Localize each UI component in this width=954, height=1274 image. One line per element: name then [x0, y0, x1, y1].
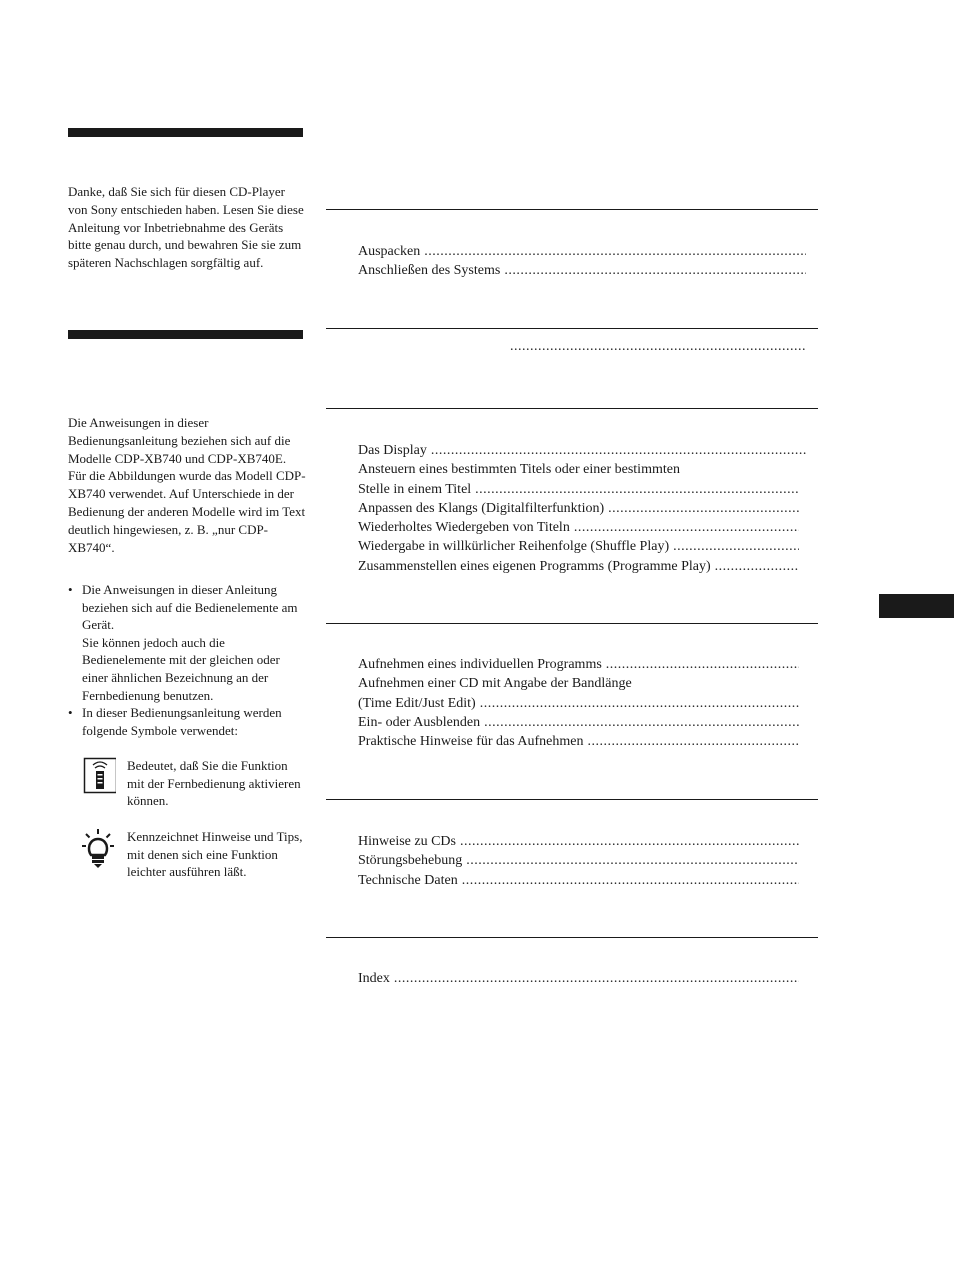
- toc-divider: [326, 799, 818, 800]
- toc-entry[interactable]: Hinweise zu CDs .....: [358, 832, 799, 851]
- toc-entry[interactable]: Praktische Hinweise für das Aufnehmen .....: [358, 732, 799, 751]
- toc-entry[interactable]: Wiederholtes Wiedergeben von Titeln .....: [358, 518, 799, 537]
- toc-entry[interactable]: Ein- oder Ausblenden .....: [358, 713, 799, 732]
- toc-entry[interactable]: Wiedergabe in willkürlicher Reihenfolge (Shuffle Play) .....: [358, 537, 799, 556]
- list-item: [68, 581, 306, 704]
- leader-dots: [420, 242, 806, 261]
- leader-dots: [584, 732, 800, 751]
- light-bulb-icon: [80, 828, 114, 875]
- leader-dots: [602, 655, 799, 674]
- section-bar-about: [68, 330, 303, 339]
- language-tab: [879, 594, 954, 618]
- toc-entry[interactable]: Das Display .....: [358, 441, 806, 460]
- symbol-tip-text: Kennzeichnet Hinweise und Tips, mit denen sich eine Funktion leichter ausführen läßt.: [127, 829, 303, 879]
- leader-dots: [471, 480, 799, 499]
- leader-dots: [427, 441, 806, 460]
- toc-divider: [326, 209, 818, 210]
- toc-section-3: [358, 441, 806, 576]
- toc-divider: [326, 623, 818, 624]
- leader-dots: [480, 713, 799, 732]
- remote-control-icon: [80, 757, 116, 800]
- list-item: [68, 704, 306, 739]
- toc-entry[interactable]: [506, 337, 806, 356]
- section-bar-top: [68, 128, 303, 137]
- leader-dots: [711, 557, 799, 576]
- toc-entry[interactable]: (Time Edit/Just Edit) .....: [358, 694, 799, 713]
- leader-dots: [570, 518, 799, 537]
- note-text-continued: Sie können jedoch auch die Bedienelemente mit der gleichen oder einer ähnlichen Bezeichnung an der Fernbedienung benutzen.: [82, 634, 280, 703]
- toc-divider: [326, 408, 818, 409]
- toc-entry[interactable]: Index .....: [358, 969, 799, 988]
- leader-dots: [506, 337, 806, 356]
- toc-entry[interactable]: Anschließen des Systems .....: [358, 261, 806, 280]
- leader-dots: [669, 537, 799, 556]
- leader-dots: [390, 969, 799, 988]
- notes-list: [68, 581, 306, 739]
- toc-entry[interactable]: Störungsbehebung .....: [358, 851, 799, 870]
- toc-section-2: [506, 337, 806, 356]
- toc-divider: [326, 937, 818, 938]
- toc-divider: [326, 328, 818, 329]
- toc-entry[interactable]: Aufnehmen einer CD mit Angabe der Bandlänge: [358, 676, 632, 692]
- leader-dots: [458, 871, 799, 890]
- toc-entry[interactable]: Ansteuern eines bestimmten Titels oder einer bestimmten: [358, 462, 680, 478]
- bullet: •: [68, 582, 73, 597]
- toc-entry[interactable]: Anpassen des Klangs (Digitalfilterfunktion) .....: [358, 499, 799, 518]
- note-text: In dieser Bedienungsanleitung werden folgende Symbole verwendet:: [82, 705, 282, 738]
- leader-dots: [500, 261, 806, 280]
- toc-section-1: [358, 242, 806, 281]
- bullet: •: [68, 705, 73, 721]
- symbol-remote-text: Bedeutet, daß Sie die Funktion mit der Fernbedienung aktivieren können.: [127, 758, 301, 808]
- toc-entry[interactable]: Aufnehmen eines individuellen Programms .....: [358, 655, 799, 674]
- toc-entry[interactable]: Technische Daten .....: [358, 871, 799, 890]
- intro-text: Danke, daß Sie sich für diesen CD-Player von Sony entschieden haben. Lesen Sie diese Anleitung vor Inbetriebnahme des Geräts bitte genau durch, und bewahren Sie sie zum späteren Nachschlagen sorgfältig auf.: [68, 184, 304, 271]
- toc-entry[interactable]: Stelle in einem Titel .....: [358, 480, 799, 499]
- leader-dots: [604, 499, 799, 518]
- leader-dots: [456, 832, 799, 851]
- leader-dots: [476, 694, 799, 713]
- note-text: Die Anweisungen in dieser Anleitung beziehen sich auf die Bedienelemente am Gerät.: [82, 582, 298, 633]
- leader-dots: [462, 851, 799, 870]
- toc-section-6: [358, 969, 799, 988]
- toc-section-4: [358, 655, 799, 751]
- toc-section-5: [358, 832, 799, 890]
- toc-entry[interactable]: Zusammenstellen eines eigenen Programms (Programme Play) .....: [358, 557, 799, 576]
- about-manual-text: Die Anweisungen in dieser Bedienungsanleitung beziehen sich auf die Modelle CDP-XB740 und CDP-XB740E. Für die Abbildungen wurde das Modell CDP-XB740 verwendet. Auf Unterschiede in der Bedienung der anderen Modelle wird im Text deutlich hingewiesen, z. B. „nur CDP-XB740“.: [68, 415, 306, 555]
- toc-entry[interactable]: Auspacken .....: [358, 242, 806, 261]
